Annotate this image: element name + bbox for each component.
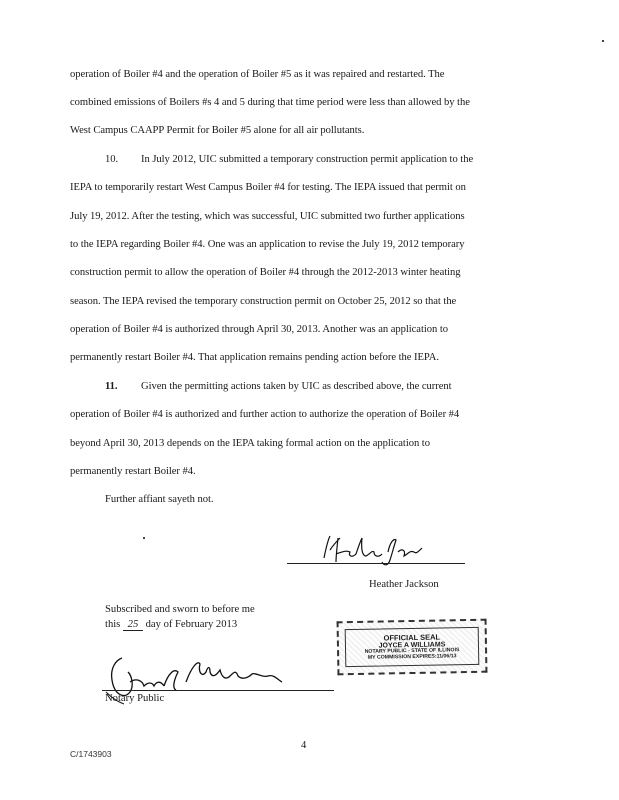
body-line: construction permit to allow the operation of Boiler #4 through the 2012-2013 winter heating [70, 267, 461, 278]
paragraph-10-first-line [105, 154, 473, 165]
body-line: permanently restart Boiler #4. [70, 466, 196, 477]
body-line: In July 2012, UIC submitted a temporary construction permit application to the [141, 154, 474, 165]
seal-expiry: MY COMMISSION EXPIRES:11/06/13 [367, 652, 457, 661]
seal-state: NOTARY PUBLIC - STATE OF ILLINOIS [364, 647, 460, 655]
body-line: beyond April 30, 2013 depends on the IEPA taking formal action on the application to [70, 438, 430, 449]
page-number: 4 [301, 740, 307, 751]
body-line: West Campus CAAPP Permit for Boiler #5 alone for all air pollutants. [70, 125, 365, 136]
body-line: operation of Boiler #4 is authorized and further action to authorize the operation of Boiler #4 [70, 409, 460, 420]
paragraph-number: 11. [105, 381, 118, 392]
closing-statement: Further affiant sayeth not. [105, 494, 214, 505]
body-line: to the IEPA regarding Boiler #4. One was an application to revise the July 19, 2012 temporary [70, 239, 465, 250]
seal-title: OFFICIAL SEAL [383, 632, 441, 643]
document-code: C/1743903 [70, 749, 112, 759]
subscribed-text: Subscribed and sworn to before me [105, 604, 255, 615]
scan-speck [143, 537, 145, 539]
notary-seal [337, 619, 488, 676]
notary-label: Notary Public [105, 693, 165, 704]
affiant-signature [318, 530, 438, 570]
subscribed-day: 25 [123, 619, 143, 631]
body-line: Given the permitting actions taken by UIC as described above, the current [141, 381, 452, 392]
notary-signature-line [102, 690, 334, 691]
signer-name: Heather Jackson [369, 579, 439, 590]
subscribed-prefix: this [105, 619, 121, 630]
body-line: IEPA to temporarily restart West Campus Boiler #4 for testing. The IEPA issued that permit on [70, 182, 466, 193]
paragraph-number: 10. [105, 154, 119, 165]
body-line: combined emissions of Boilers #s 4 and 5 during that time period were less than allowed by the [70, 97, 470, 108]
subscribed-date-line [105, 619, 237, 631]
paragraph-11-first-line [105, 381, 452, 392]
body-line: operation of Boiler #4 is authorized through April 30, 2013. Another was an application to [70, 324, 448, 335]
body-line: season. The IEPA revised the temporary construction permit on October 25, 2012 so that the [70, 296, 457, 307]
signature-line [287, 563, 465, 564]
body-line: July 19, 2012. After the testing, which was successful, UIC submitted two further applications [70, 211, 465, 222]
body-line: operation of Boiler #4 and the operation of Boiler #5 as it was repaired and restarted. The [70, 69, 445, 80]
seal-name: JOYCE A WILLIAMS [378, 641, 446, 650]
scan-speck [602, 40, 604, 42]
body-line: permanently restart Boiler #4. That application remains pending action before the IEPA. [70, 352, 439, 363]
subscribed-suffix: day of February 2013 [145, 619, 238, 630]
